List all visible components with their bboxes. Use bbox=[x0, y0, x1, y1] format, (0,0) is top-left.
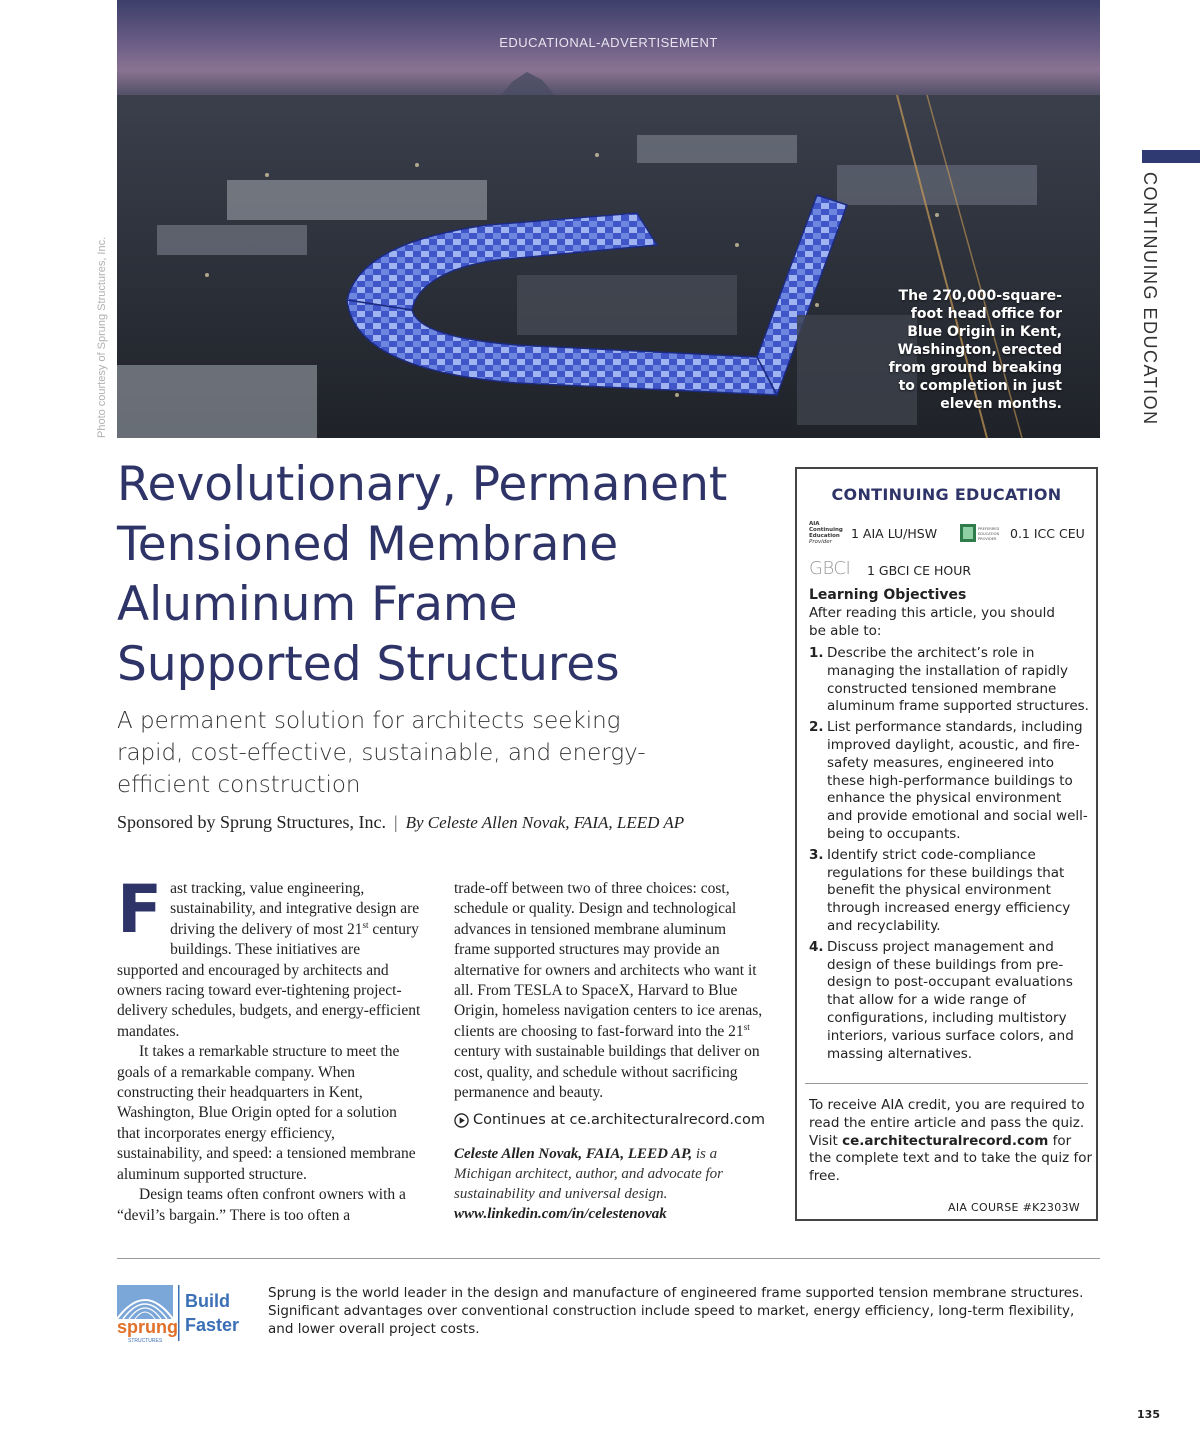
author-line: By Celeste Allen Novak, FAIA, LEED AP bbox=[405, 813, 685, 832]
bio-name: Celeste Allen Novak, FAIA, LEED AP, bbox=[454, 1146, 693, 1162]
credit-row-1 bbox=[809, 521, 1094, 545]
body-column-1 bbox=[117, 871, 422, 1226]
objective-item bbox=[809, 645, 1089, 716]
paragraph-1-text-a: ast tracking, value engineering, sustainability, and integrative design are driving the delivery of most 21 bbox=[170, 880, 420, 938]
aia-logo-line-1: AIA bbox=[809, 521, 820, 527]
paragraph-3: Design teams often confront owners with a “devil’s bargain.” There is too often a bbox=[117, 1186, 406, 1224]
icc-logo-text: PREFERRED bbox=[978, 527, 1000, 531]
play-circle-icon bbox=[454, 1113, 469, 1128]
article-title: Revolutionary, Permanent Tensioned Membrane Aluminum Frame Supported Structures bbox=[117, 457, 728, 692]
objective-text: Discuss project management and design of these buildings from pre-design to post-occupant evaluations that allow for a wide range of configurations, including multistory interiors, various surface colors, and massing alternatives. bbox=[827, 938, 1074, 1062]
course-number: AIA COURSE #K2303W bbox=[948, 1201, 1080, 1214]
note-text-b: for the complete text and to take the quiz for free. bbox=[809, 1132, 1093, 1185]
article-subtitle: A permanent solution for architects seeking rapid, cost-effective, sustainable, and energy-efficient construction bbox=[117, 708, 646, 798]
aia-logo-line-3: Education bbox=[809, 533, 840, 539]
sprung-wordmark: sprung bbox=[117, 1317, 178, 1337]
continues-link[interactable] bbox=[454, 1112, 774, 1128]
objective-item bbox=[809, 847, 1089, 936]
aia-logo-line-4: Provider bbox=[809, 539, 832, 545]
page-number: 135 bbox=[1137, 1408, 1160, 1421]
bio-link[interactable]: www.linkedin.com/in/celestenovak bbox=[454, 1206, 667, 1222]
icc-preferred-provider-logo bbox=[960, 523, 1000, 543]
learning-objectives-heading: Learning Objectives bbox=[809, 587, 967, 603]
icc-credit: 0.1 ICC CEU bbox=[1010, 526, 1085, 541]
continues-text: Continues at ce.architecturalrecord.com bbox=[473, 1112, 765, 1128]
drop-cap: F bbox=[117, 871, 163, 948]
advertisement-tag: EDUCATIONAL-ADVERTISEMENT bbox=[499, 35, 718, 50]
aia-credit-note bbox=[809, 1097, 1094, 1186]
paragraph-2: It takes a remarkable structure to meet the goals of a remarkable company. When constructing their headquarters in Kent, Washington, Blue Origin opted for a solution that incorporates energy efficiency, sustainability, and speed: a tensioned membrane aluminum supported structure. bbox=[117, 1043, 416, 1183]
tagline-build: Build bbox=[185, 1291, 230, 1311]
superscript-st: st bbox=[743, 1021, 750, 1032]
objective-number: 3. bbox=[809, 846, 824, 863]
gbci-credit: 1 GBCI CE HOUR bbox=[867, 563, 972, 578]
objective-text: Describe the architect’s role in managing the installation of rapidly constructed tensioned membrane aluminum frame supported structures. bbox=[827, 645, 1089, 715]
byline-separator: | bbox=[393, 812, 398, 832]
paragraph-4-text-b: century with sustainable buildings that deliver on cost, quality, and schedule without sacrificing permanence and beauty. bbox=[454, 1043, 760, 1102]
superscript-st: st bbox=[362, 919, 369, 930]
paragraph-1-text-b: century buildings. These initiatives are supported and encouraged by architects and owners racing toward ever-tightening project-delivery schedules, budgets, and energy-efficient mandates. bbox=[117, 920, 421, 1040]
photo-credit: Photo courtesy of Sprung Structures, Inc. bbox=[96, 236, 108, 438]
photo-caption: The 270,000-square-foot head office for Blue Origin in Kent, Washington, erected from ground breaking to completion in just eleven months. bbox=[888, 288, 1062, 412]
ce-box-heading: CONTINUING EDUCATION bbox=[831, 485, 1062, 504]
paragraph-4-text-a: trade-off between two of three choices: cost, schedule or quality. Design and technological advances in tensioned membrane aluminum frame supported structures may provide an alternative for owners and architects who want it all. From TESLA to SpaceX, Harvard to Blue Origin, homeless navigation centers to ice arenas, clients are choosing to fast-forward into the 21 bbox=[454, 880, 763, 1040]
icc-logo-text-3: PROVIDER bbox=[978, 537, 997, 541]
note-link[interactable]: ce.architecturalrecord.com bbox=[842, 1132, 1049, 1149]
objective-item bbox=[809, 939, 1089, 1064]
sponsor-line: Sponsored by Sprung Structures, Inc. bbox=[117, 812, 386, 832]
aia-credit: 1 AIA LU/HSW bbox=[851, 526, 938, 541]
section-tab-bar bbox=[1142, 150, 1200, 163]
learning-objectives-intro: After reading this article, you should be able to: bbox=[809, 605, 1055, 639]
objective-number: 2. bbox=[809, 719, 824, 736]
body-column-2 bbox=[454, 879, 764, 1103]
icc-logo-text-2: EDUCATION bbox=[978, 532, 1000, 536]
sprung-subword: STRUCTURES bbox=[128, 1338, 163, 1344]
objective-number: 1. bbox=[809, 645, 824, 661]
bio-text: is a Michigan architect, author, and advocate for sustainability and universal design. bbox=[454, 1146, 723, 1202]
aia-ces-logo bbox=[809, 521, 847, 545]
paragraph-1 bbox=[117, 871, 422, 1042]
note-text-a: To receive AIA credit, you are required to read the entire article and pass the quiz. Visit bbox=[809, 1097, 1085, 1149]
objective-number: 4. bbox=[809, 938, 824, 955]
learning-objectives-list bbox=[809, 645, 1089, 1066]
sprung-arch-icon bbox=[117, 1285, 173, 1319]
footer-divider bbox=[117, 1258, 1100, 1259]
section-tab-label: CONTINUING EDUCATION bbox=[1140, 172, 1160, 426]
objective-text: List performance standards, including improved daylight, acoustic, and fire-safety measures, engineered into these high-performance buildings to enhance the physical environment and provide emotional and social well-being to occupants. bbox=[827, 719, 1088, 842]
tagline-faster: Faster bbox=[185, 1315, 240, 1335]
paragraph-4 bbox=[454, 879, 764, 1103]
objective-item bbox=[809, 719, 1089, 844]
aia-logo-line-2: Continuing bbox=[809, 527, 843, 533]
gbci-logo: GBCI bbox=[809, 558, 851, 579]
objective-text: Identify strict code-compliance regulations for these buildings that benefit the physical environment through increased energy efficiency and recyclability. bbox=[827, 846, 1071, 934]
continuing-education-box bbox=[795, 467, 1098, 1221]
byline bbox=[117, 812, 777, 833]
author-bio bbox=[454, 1144, 764, 1224]
sprung-build-faster-logo bbox=[117, 1283, 240, 1345]
hero-photo bbox=[117, 0, 1100, 438]
sponsor-description: Sprung is the world leader in the design and manufacture of engineered frame supported tension membrane structures. Significant advantages over conventional construction include speed to market, energy efficiency, long-term flexibility, and lower overall project costs. bbox=[268, 1285, 1084, 1337]
credit-row-2 bbox=[809, 559, 1094, 581]
ce-box-divider bbox=[805, 1083, 1088, 1084]
